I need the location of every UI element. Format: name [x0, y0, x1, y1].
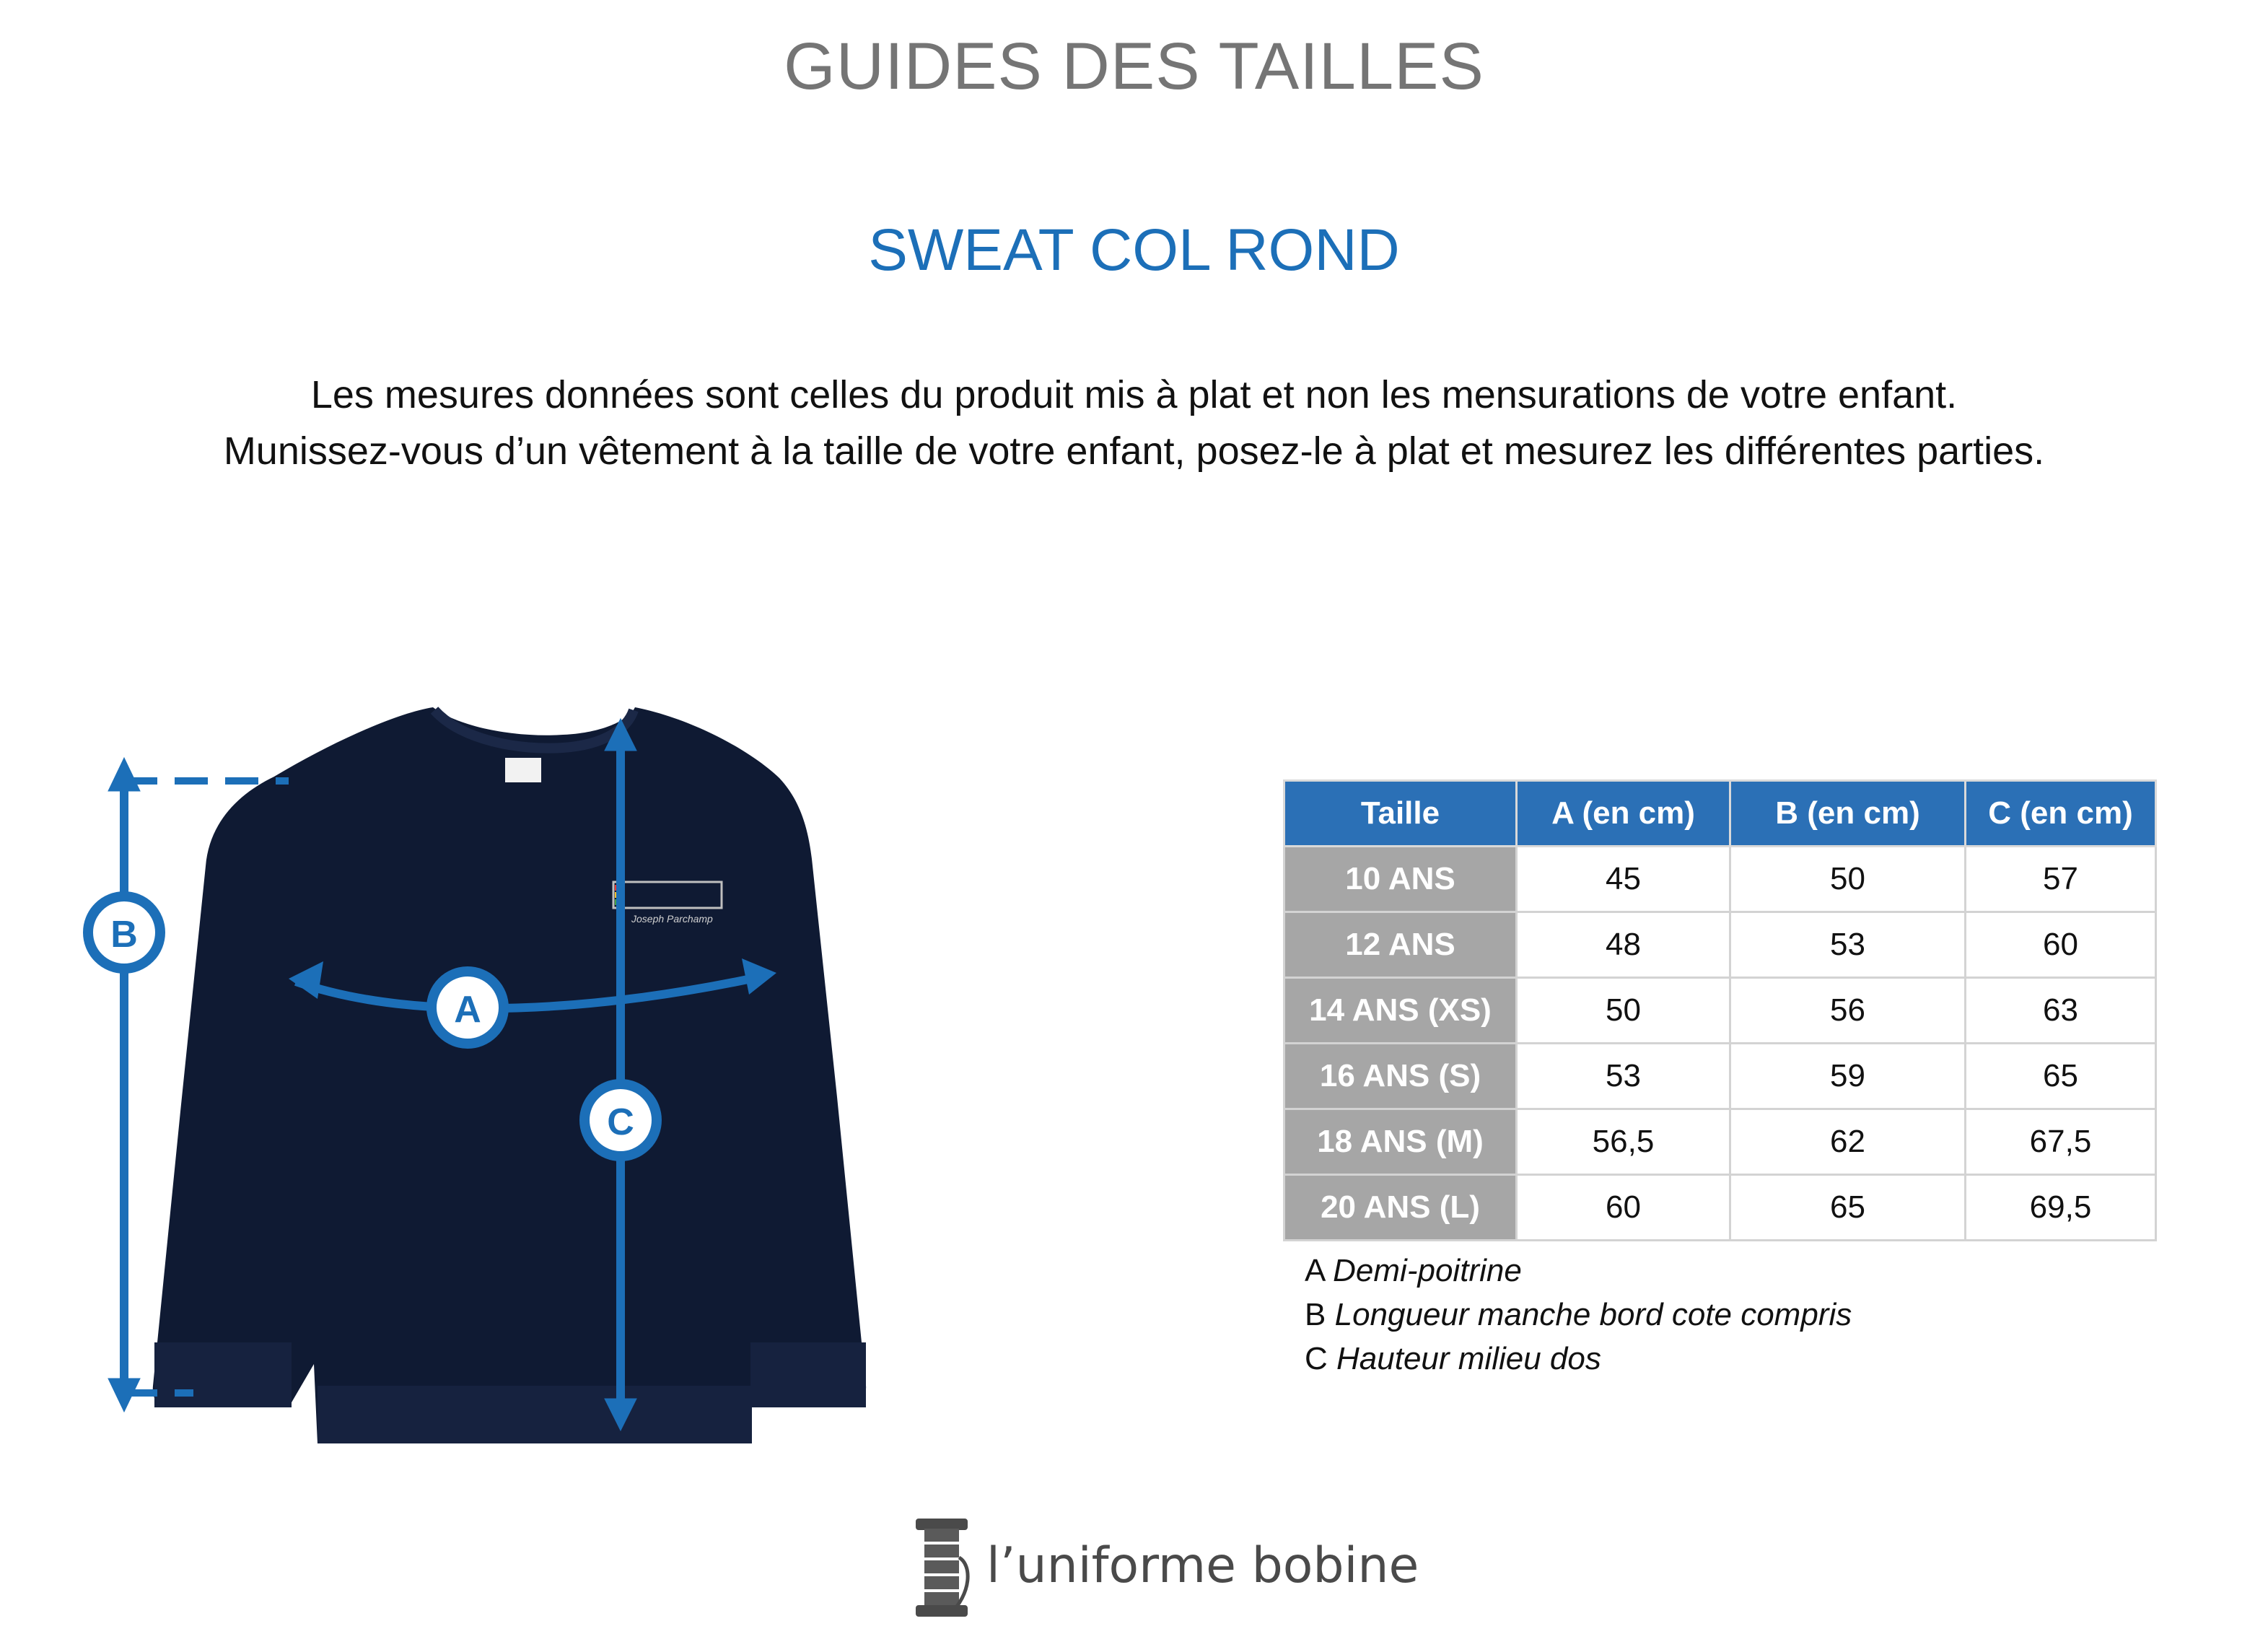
value-c: 67,5: [1966, 1109, 2156, 1175]
product-title: SWEAT COL ROND: [868, 217, 1400, 283]
header-c: C (en cm): [1966, 781, 2156, 847]
table-row: [1284, 847, 2156, 912]
value-a: 56,5: [1517, 1109, 1730, 1175]
table-row: [1284, 1109, 2156, 1175]
marker-a: [432, 971, 504, 1044]
header-a: A (en cm): [1517, 781, 1730, 847]
value-b: 50: [1730, 847, 1966, 912]
header-size: Taille: [1284, 781, 1517, 847]
value-c: 63: [1966, 978, 2156, 1044]
table-row: [1284, 912, 2156, 978]
spool-icon: [906, 1514, 978, 1622]
legend-item: [1305, 1249, 1852, 1293]
size-cell: 14 ANS (XS): [1284, 978, 1517, 1044]
svg-text:A: A: [454, 989, 481, 1031]
value-a: 60: [1517, 1175, 1730, 1241]
right-cuff: [750, 1342, 866, 1407]
legend-letter: A: [1305, 1253, 1324, 1288]
size-table: [1283, 779, 2157, 1241]
sweatshirt-illustration: [58, 650, 981, 1516]
size-cell: 16 ANS (S): [1284, 1044, 1517, 1109]
value-a: 48: [1517, 912, 1730, 978]
sweatshirt-shape: [153, 707, 866, 1443]
table-row: [1284, 1175, 2156, 1241]
value-b: 53: [1730, 912, 1966, 978]
page-title: GUIDES DES TAILLES: [784, 30, 1484, 103]
marker-b: [88, 896, 160, 969]
value-c: 60: [1966, 912, 2156, 978]
svg-text:C: C: [607, 1101, 634, 1143]
brand-logo: [906, 1514, 1419, 1622]
intro-text: [0, 367, 2268, 479]
svg-text:B: B: [110, 914, 138, 956]
value-b: 59: [1730, 1044, 1966, 1109]
legend-text: Demi-poitrine: [1333, 1253, 1522, 1288]
legend-text: Hauteur milieu dos: [1336, 1341, 1601, 1376]
table-row: [1284, 1044, 2156, 1109]
value-c: 65: [1966, 1044, 2156, 1109]
size-cell: 10 ANS: [1284, 847, 1517, 912]
legend-text: Longueur manche bord cote compris: [1334, 1297, 1852, 1332]
left-cuff: [154, 1342, 292, 1407]
value-a: 45: [1517, 847, 1730, 912]
value-a: 50: [1517, 978, 1730, 1044]
chest-logo-text: Joseph Parchamp: [631, 913, 713, 925]
hem-rib: [318, 1386, 752, 1443]
header-b: B (en cm): [1730, 781, 1966, 847]
value-c: 69,5: [1966, 1175, 2156, 1241]
intro-line-2: Munissez-vous d’un vêtement à la taille de votre enfant, posez-le à plat et mesurez les différentes parties.: [223, 429, 2045, 473]
size-cell: 12 ANS: [1284, 912, 1517, 978]
legend-letter: C: [1305, 1341, 1328, 1376]
marker-c: [584, 1084, 657, 1156]
value-b: 65: [1730, 1175, 1966, 1241]
value-b: 62: [1730, 1109, 1966, 1175]
value-a: 53: [1517, 1044, 1730, 1109]
value-c: 57: [1966, 847, 2156, 912]
legend-letter: B: [1305, 1297, 1326, 1332]
measurement-legend: [1305, 1249, 1852, 1381]
neck-tag: [505, 758, 541, 782]
value-b: 56: [1730, 978, 1966, 1044]
legend-item: [1305, 1293, 1852, 1337]
legend-item: [1305, 1337, 1852, 1381]
measurement-diagram: [58, 650, 981, 1516]
table-row: [1284, 978, 2156, 1044]
brand-name: l’uniforme bobine: [986, 1537, 1419, 1594]
table-header-row: [1284, 781, 2156, 847]
size-cell: 20 ANS (L): [1284, 1175, 1517, 1241]
intro-line-1: Les mesures données sont celles du produit mis à plat et non les mensurations de votre enfant.: [310, 373, 1958, 416]
size-cell: 18 ANS (M): [1284, 1109, 1517, 1175]
